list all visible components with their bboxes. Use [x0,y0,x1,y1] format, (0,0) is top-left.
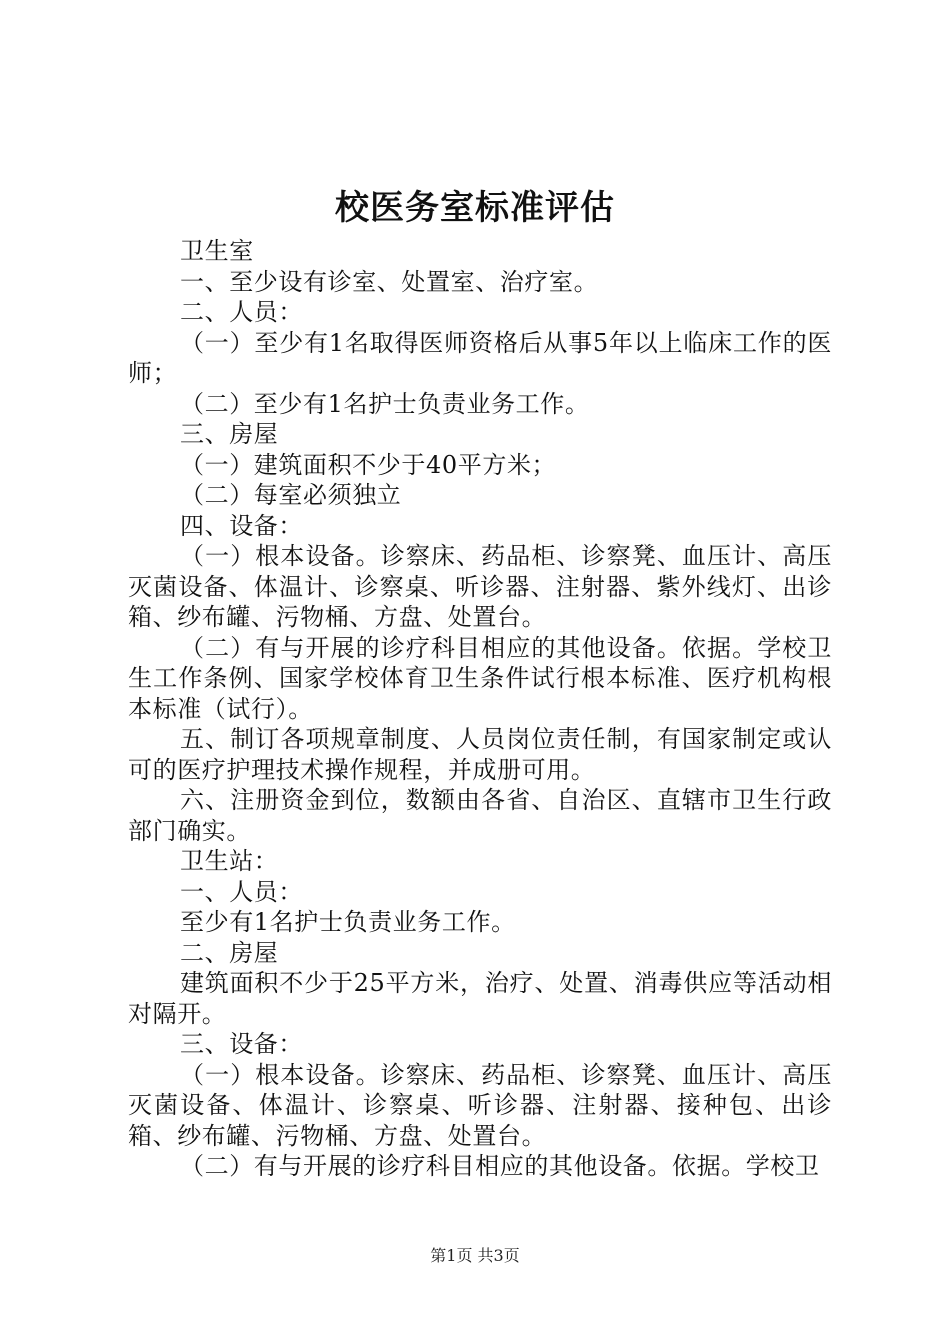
paragraph: （二）有与开展的诊疗科目相应的其他设备。依据。学校卫 [180,1152,820,1180]
paragraph: （二）至少有1名护士负责业务工作。 [180,389,590,418]
paragraph: （一）建筑面积不少于40平方米； [180,450,557,479]
paragraph: （二）每室必须独立 [180,481,402,509]
document-title: 校医务室标准评估 [335,188,615,228]
paragraph: 至少有1名护士负责业务工作。 [180,908,516,936]
page-number-footer: 第1页 共3页 [430,1246,520,1265]
paragraph: 二、人员： [180,298,303,326]
paragraph: 一、至少设有诊室、处置室、治疗室。 [180,267,599,296]
paragraph: （一）至少有1名取得医师资格后从事5年以上临床工作的医师； [128,328,832,387]
paragraph: 卫生站： [180,847,279,875]
document-body [128,236,832,1182]
paragraph: 三、房屋 [180,420,279,448]
paragraph: 一、人员： [180,877,303,906]
paragraph: 五、制订各项规章制度、人员岗位责任制，有国家制定或认可的医疗护理技术操作规程，并成册可用。 [128,725,832,784]
paragraph: 二、房屋 [180,938,279,967]
paragraph: 建筑面积不少于25平方米，治疗、处置、消毒供应等活动相对隔开。 [128,969,832,1028]
paragraph: 三、设备： [180,1030,303,1058]
paragraph: 卫生室 [180,237,254,265]
paragraph: （一）根本设备。诊察床、药品柜、诊察凳、血压计、高压灭菌设备、体温计、诊察桌、听诊器、注射器、接种包、出诊箱、纱布罐、污物桶、方盘、处置台。 [128,1060,832,1150]
paragraph: 六、注册资金到位，数额由各省、自治区、直辖市卫生行政部门确实。 [128,786,832,845]
paragraph: （一）根本设备。诊察床、药品柜、诊察凳、血压计、高压灭菌设备、体温计、诊察桌、听诊器、注射器、紫外线灯、出诊箱、纱布罐、污物桶、方盘、处置台。 [128,542,832,631]
paragraph: 四、设备： [180,511,303,540]
paragraph: （二）有与开展的诊疗科目相应的其他设备。依据。学校卫生工作条例、国家学校体育卫生条件试行根本标准、医疗机构根本标准（试行）。 [128,633,832,723]
